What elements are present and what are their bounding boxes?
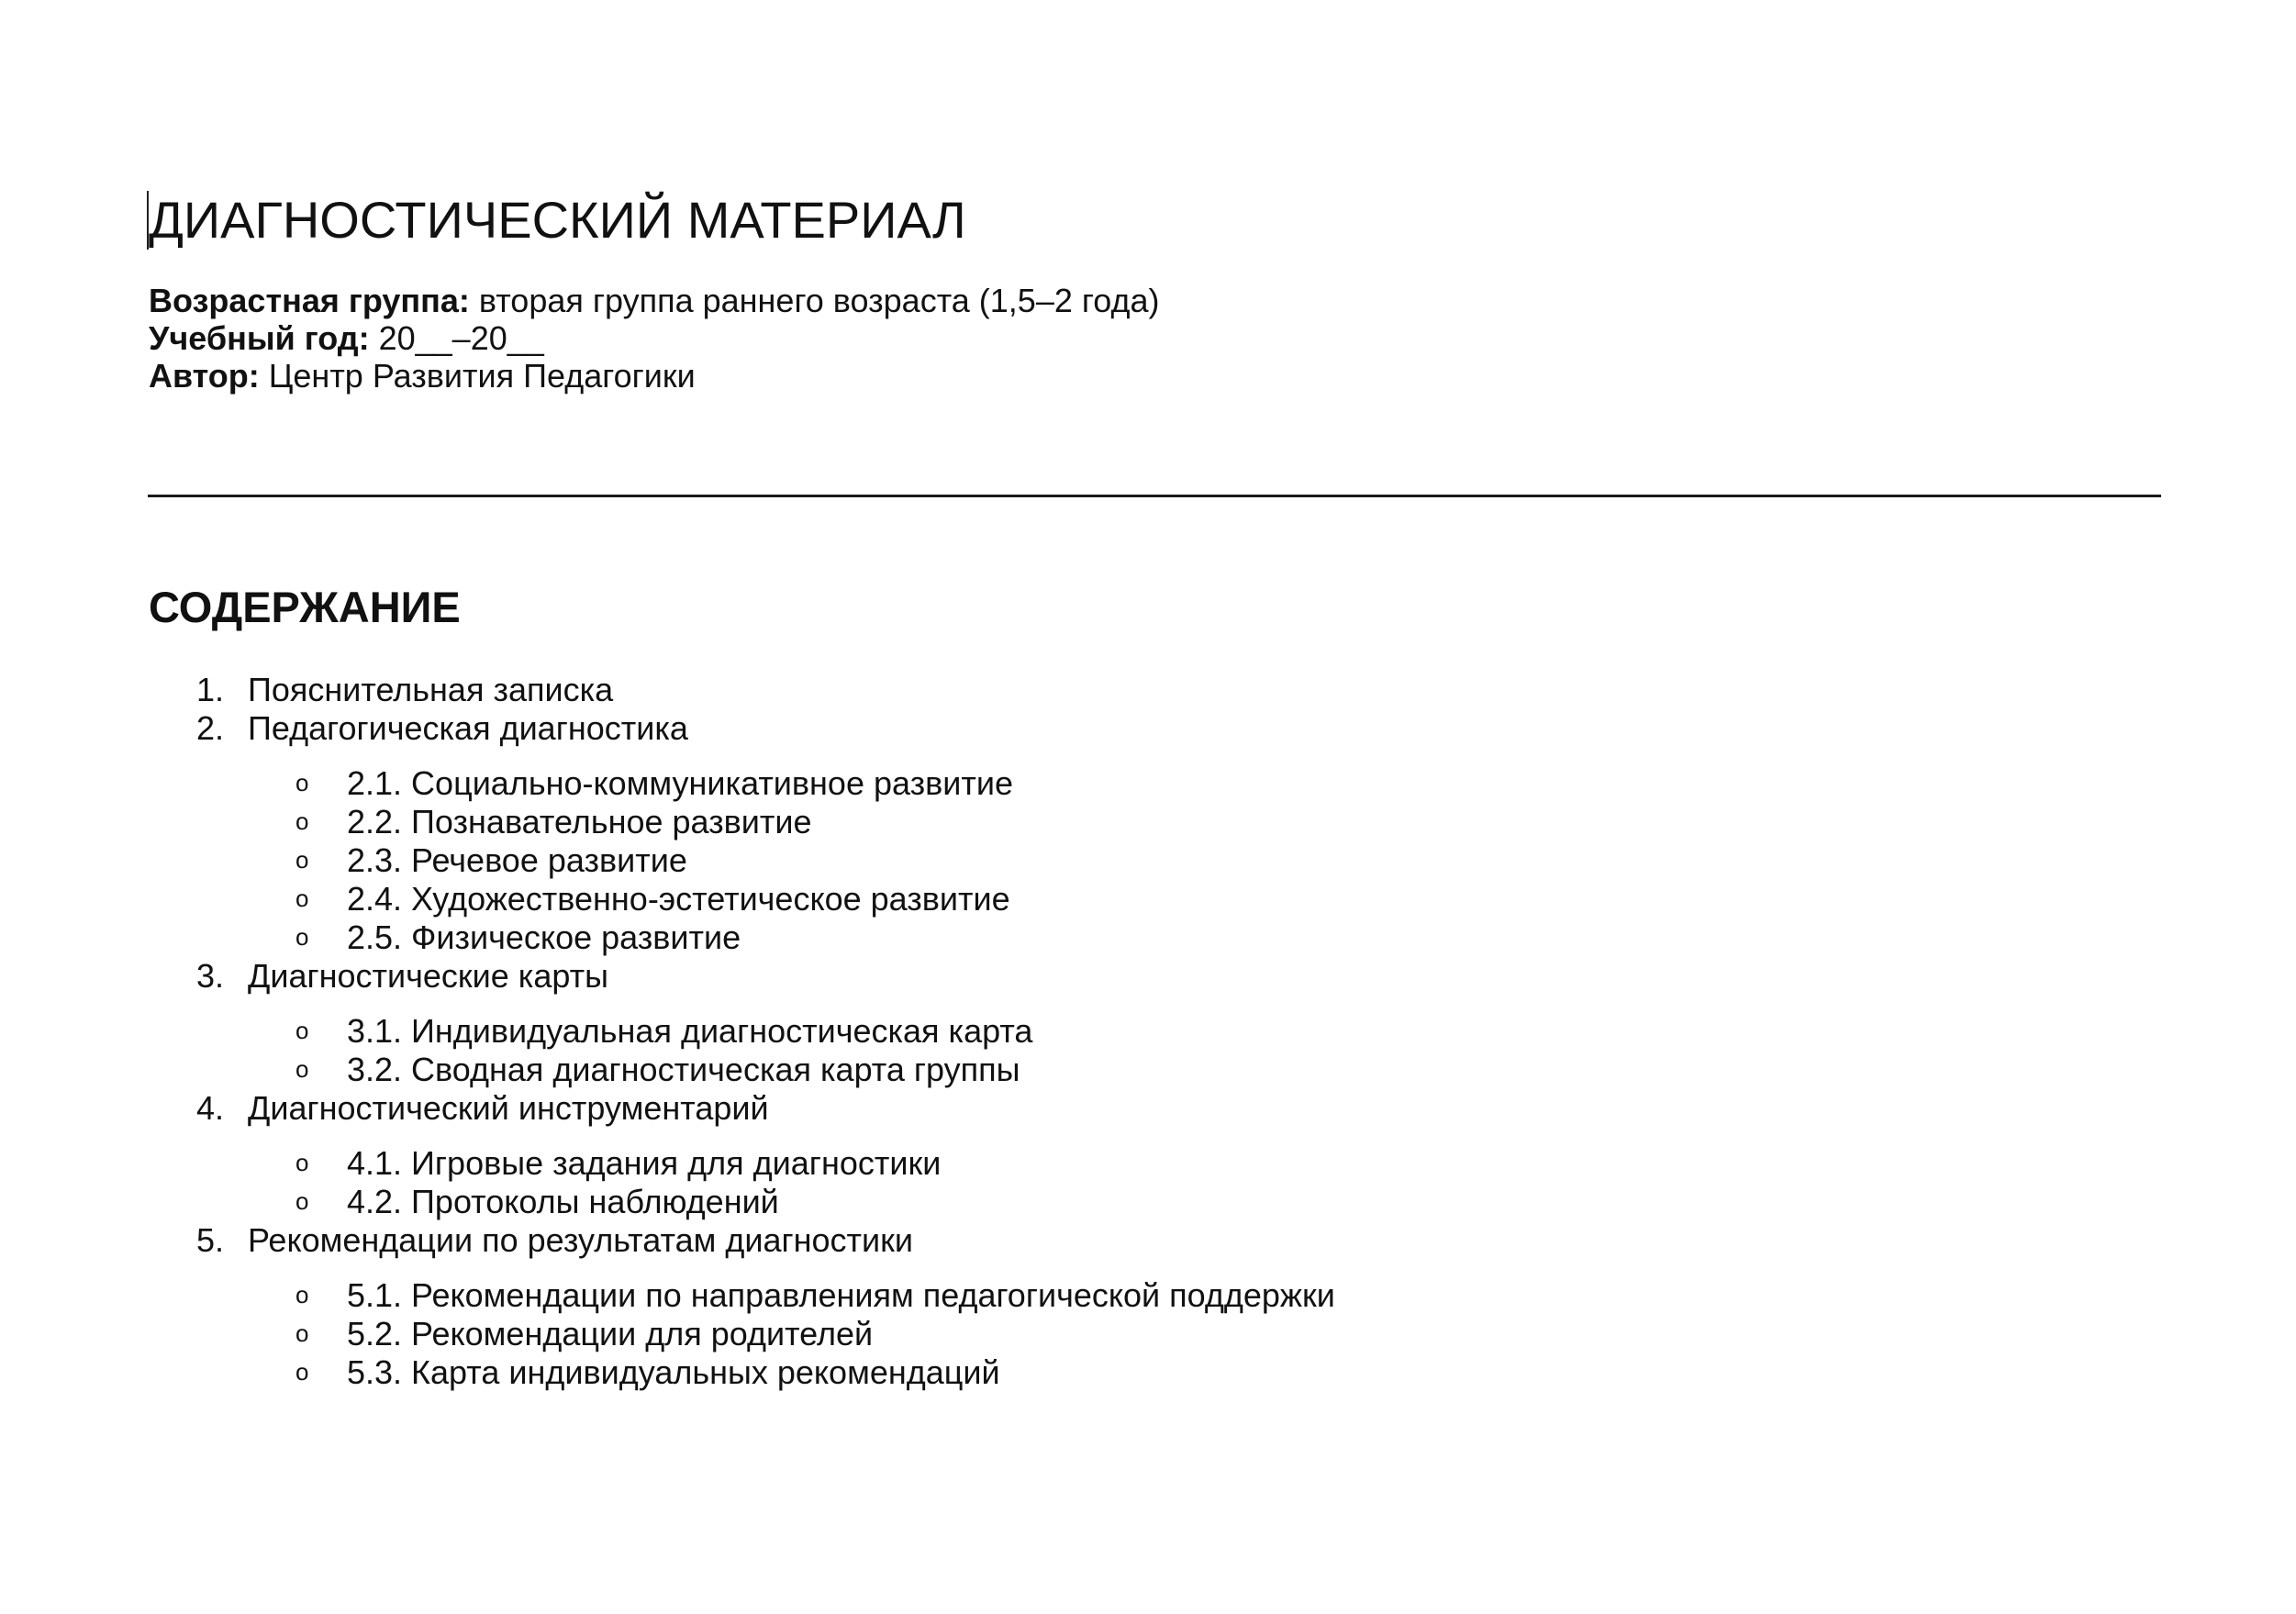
- toc-heading[interactable]: СОДЕРЖАНИЕ: [149, 583, 461, 631]
- meta-school-year[interactable]: [149, 319, 1159, 357]
- circle-bullet-icon: o: [295, 846, 309, 874]
- circle-bullet-icon: o: [295, 807, 309, 835]
- circle-bullet-icon: o: [295, 1281, 309, 1308]
- meta-value: 20__–20__: [369, 319, 544, 357]
- toc-subitem-label: 4.2. Протоколы наблюдений: [347, 1183, 779, 1220]
- meta-value: вторая группа раннего возраста (1,5–2 года): [469, 282, 1160, 319]
- toc-item-label: Педагогическая диагностика: [248, 709, 688, 747]
- meta-value: Центр Развития Педагогики: [259, 357, 696, 395]
- circle-bullet-icon: o: [295, 885, 309, 912]
- toc-item-number: 5.: [196, 1221, 225, 1259]
- toc-subitem-label: 2.4. Художественно-эстетическое развитие: [347, 880, 1010, 918]
- toc-item-number: 4.: [196, 1089, 225, 1127]
- circle-bullet-icon: o: [295, 769, 309, 796]
- toc-item-label: Рекомендации по результатам диагностики: [248, 1221, 913, 1259]
- toc-subitem-label: 5.1. Рекомендации по направлениям педагогической поддержки: [347, 1276, 1335, 1314]
- toc-item-number: 1.: [196, 671, 225, 708]
- toc-subitem-label: 3.2. Сводная диагностическая карта группы: [347, 1051, 1020, 1088]
- toc-subitem-label: 2.3. Речевое развитие: [347, 841, 687, 879]
- circle-bullet-icon: o: [295, 1319, 309, 1347]
- meta-author[interactable]: [149, 357, 1159, 395]
- meta-label: Возрастная группа:: [149, 282, 470, 319]
- circle-bullet-icon: o: [295, 1187, 309, 1215]
- toc-subitem-label: 4.1. Игровые задания для диагностики: [347, 1144, 942, 1182]
- toc-item-label: Пояснительная записка: [248, 671, 614, 708]
- toc-subitem-label: 2.1. Социально-коммуникативное развитие: [347, 764, 1013, 802]
- circle-bullet-icon: o: [295, 1017, 309, 1044]
- circle-bullet-icon: o: [295, 1055, 309, 1083]
- toc-subitem-label: 2.2. Познавательное развитие: [347, 803, 812, 840]
- toc-subitem-label: 2.5. Физическое развитие: [347, 918, 741, 956]
- meta-age-group[interactable]: [149, 282, 1159, 319]
- toc-subitem-label: 5.2. Рекомендации для родителей: [347, 1315, 874, 1352]
- document-title[interactable]: ДИАГНОСТИЧЕСКИЙ МАТЕРИАЛ: [149, 191, 966, 249]
- circle-bullet-icon: o: [295, 1149, 309, 1176]
- toc-item-number: 3.: [196, 957, 225, 995]
- document-meta: [149, 282, 1159, 395]
- meta-label: Автор:: [149, 357, 260, 395]
- toc-item-number: 2.: [196, 709, 225, 747]
- horizontal-divider: [148, 495, 2161, 497]
- toc-item-label: Диагностические карты: [248, 957, 608, 995]
- circle-bullet-icon: o: [295, 1358, 309, 1386]
- toc-subitem-label: 5.3. Карта индивидуальных рекомендаций: [347, 1353, 1000, 1391]
- toc-item-label: Диагностический инструментарий: [248, 1089, 769, 1127]
- circle-bullet-icon: o: [295, 923, 309, 951]
- toc-subitem-label: 3.1. Индивидуальная диагностическая карта: [347, 1012, 1033, 1050]
- meta-label: Учебный год:: [149, 319, 370, 357]
